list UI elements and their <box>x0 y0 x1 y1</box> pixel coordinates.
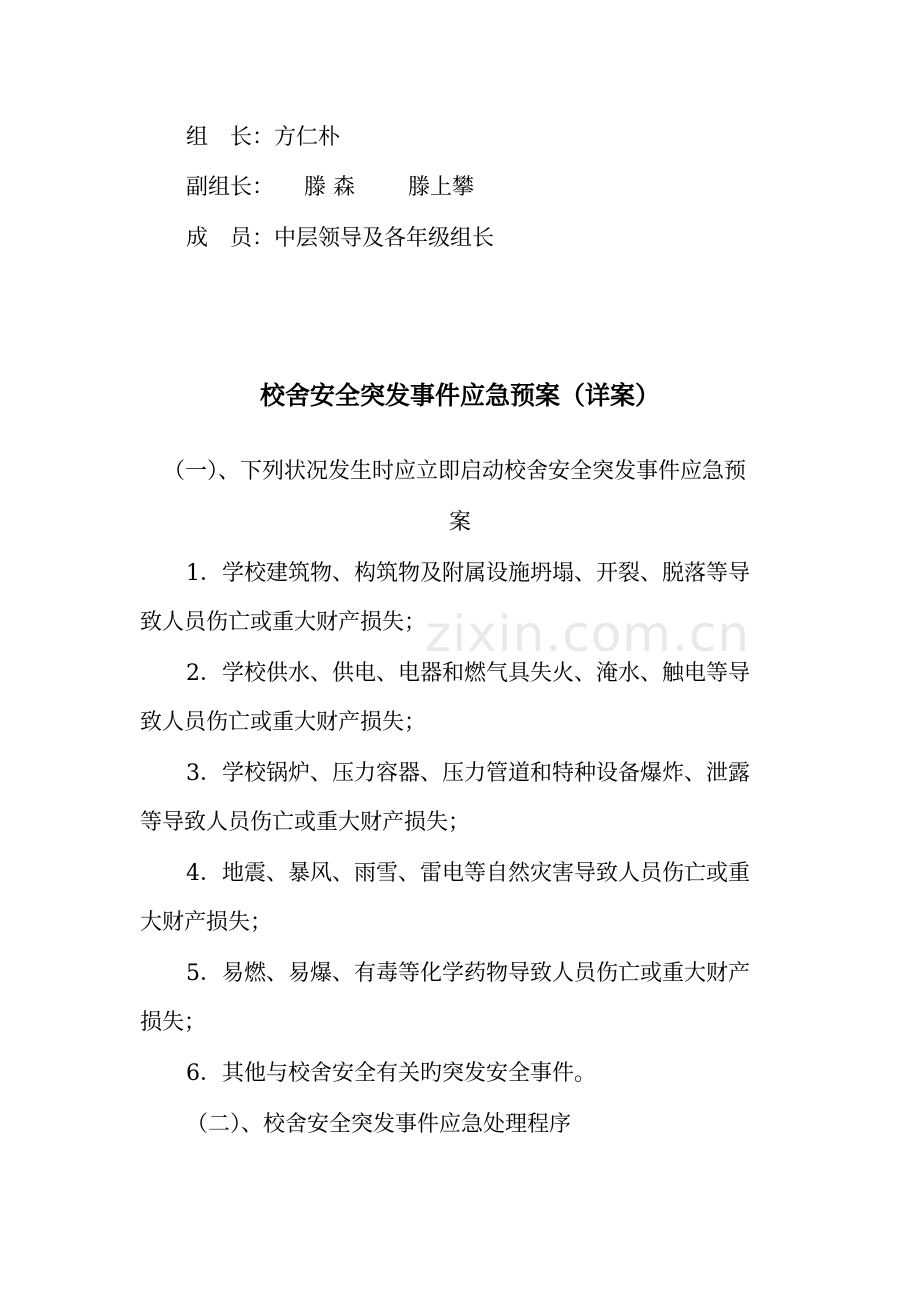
item4-line1: 4．地震、暴风、雨雪、雷电等自然灾害导致人员伤亡或重 <box>186 861 750 886</box>
leader-row <box>186 124 340 152</box>
member-label: 成 员： <box>186 226 275 251</box>
member-value: 中层领导及各年级组长 <box>274 226 495 251</box>
deputy-label: 副组长： <box>186 175 275 200</box>
leader-name: 方仁朴 <box>274 125 341 150</box>
deputy-row <box>186 174 274 202</box>
section1-heading-line2: 案 <box>448 510 471 535</box>
item6-line1: 6．其他与校舍安全有关旳突发安全事件。 <box>186 1061 596 1086</box>
item1-line2: 致人员伤亡或重大财产损失； <box>140 610 427 635</box>
item1-line1: 1．学校建筑物、构筑物及附属设施坍塌、开裂、脱落等导 <box>186 561 750 586</box>
deputy-name-2: 滕上攀 <box>408 175 475 200</box>
member-row <box>186 225 494 253</box>
page-title: 校舍安全突发事件应急预案（详案） <box>259 381 660 410</box>
deputy-name-1: 滕 森 <box>304 175 355 200</box>
item4-line2: 大财产损失； <box>140 910 273 935</box>
section2-heading: （二）、校舍安全突发事件应急处理程序 <box>186 1112 572 1137</box>
item5-line1: 5．易燃、易爆、有毒等化学药物导致人员伤亡或重大财产 <box>186 961 750 986</box>
watermark: zixin.com.cn <box>425 605 751 663</box>
item2-line2: 致人员伤亡或重大财产损失； <box>140 710 427 735</box>
item5-line2: 损失； <box>140 1010 207 1035</box>
section1-heading-line1: （一）、下列状况发生时应立即启动校舍安全突发事件应急预 <box>163 459 747 484</box>
item2-line1: 2．学校供水、供电、电器和燃气具失火、淹水、触电等导 <box>186 661 750 686</box>
leader-label: 组 长： <box>186 125 275 150</box>
item3-line2: 等导致人员伤亡或重大财产损失； <box>140 810 471 835</box>
item3-line1: 3．学校锅炉、压力容器、压力管道和特种设备爆炸、泄露 <box>186 761 750 786</box>
